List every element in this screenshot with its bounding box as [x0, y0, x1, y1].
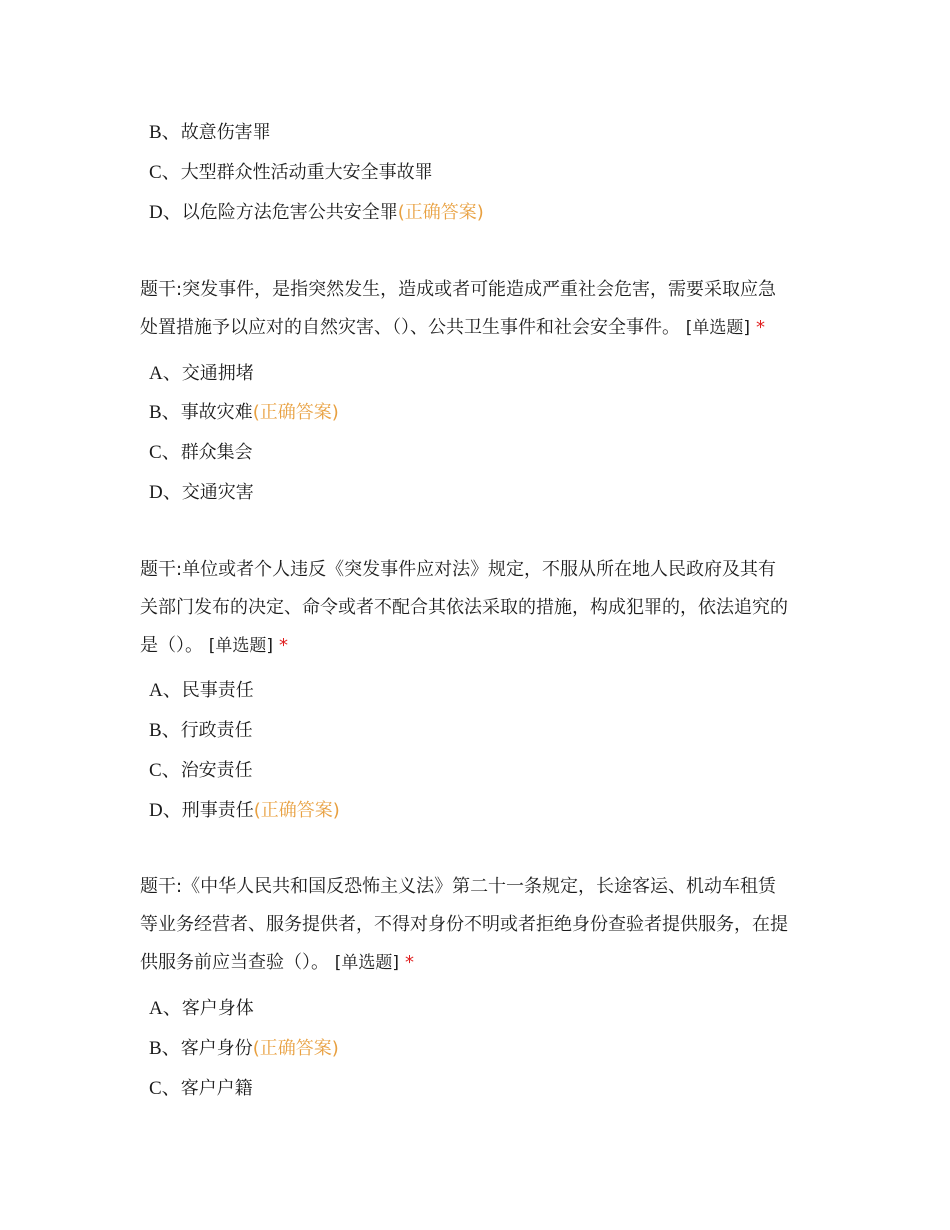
option-letter: A、	[149, 363, 182, 384]
option-letter: B、	[149, 122, 181, 143]
option-item	[149, 121, 271, 145]
required-mark: *	[756, 317, 765, 338]
option-item	[149, 401, 339, 425]
option-text: 以危险方法危害公共安全罪	[181, 202, 398, 223]
question-text: 关部门发布的决定、命令或者不配合其依法采取的措施，构成犯罪的，依法追究的	[140, 597, 788, 618]
question-line	[140, 913, 788, 937]
question-line	[140, 278, 776, 302]
option-text: 客户户籍	[180, 1078, 253, 1099]
option-letter: A、	[149, 680, 182, 701]
option-item	[149, 997, 254, 1021]
option-item	[149, 679, 254, 703]
question-text: 供服务前应当查验（）。	[140, 952, 329, 973]
question-text: 等业务经营者、服务提供者，不得对身份不明或者拒绝身份查验者提供服务，在提	[140, 914, 788, 935]
question-line	[140, 596, 788, 620]
option-item	[149, 1077, 253, 1101]
question-type-label: [单选题]	[208, 636, 273, 656]
option-text: 交通灾害	[181, 482, 254, 503]
option-text: 群众集会	[180, 442, 253, 463]
correct-answer-label: (正确答案)	[253, 800, 340, 821]
option-item	[149, 201, 484, 225]
option-item	[149, 719, 253, 743]
option-item	[149, 441, 253, 465]
question-line	[140, 558, 776, 582]
option-text: 客户身体	[181, 998, 254, 1019]
question-line	[140, 875, 776, 899]
option-item	[149, 1037, 339, 1061]
question-line	[140, 634, 288, 658]
option-letter: C、	[149, 442, 181, 463]
question-type-label: [单选题]	[334, 953, 399, 973]
option-letter: C、	[149, 162, 181, 183]
question-text: 处置措施予以应对的自然灾害、（）、公共卫生事件和社会安全事件。	[140, 317, 680, 338]
option-item	[149, 759, 253, 783]
option-letter: B、	[149, 720, 181, 741]
option-text: 刑事责任	[181, 800, 254, 821]
option-text: 治安责任	[180, 760, 253, 781]
option-letter: A、	[149, 998, 182, 1019]
option-item	[149, 161, 433, 185]
option-text: 事故灾难	[180, 402, 253, 423]
option-letter: D、	[149, 202, 182, 223]
option-letter: D、	[149, 482, 182, 503]
question-text: 题干:突发事件，是指突然发生，造成或者可能造成严重社会危害，需要采取应急	[140, 279, 777, 300]
option-item	[149, 362, 254, 386]
option-text: 大型群众性活动重大安全事故罪	[180, 162, 433, 183]
option-letter: B、	[149, 402, 181, 423]
option-text: 故意伤害罪	[180, 122, 271, 143]
correct-answer-label: (正确答案)	[252, 402, 339, 423]
required-mark: *	[405, 952, 414, 973]
question-line	[140, 316, 765, 340]
question-line	[140, 951, 414, 975]
option-letter: B、	[149, 1038, 181, 1059]
question-text: 题干:单位或者个人违反《突发事件应对法》规定，不服从所在地人民政府及其有	[140, 559, 777, 580]
question-text: 是（）。	[140, 635, 203, 656]
option-item	[149, 799, 340, 823]
question-text: 题干:《中华人民共和国反恐怖主义法》第二十一条规定，长途客运、机动车租赁	[140, 876, 777, 897]
option-letter: C、	[149, 1078, 181, 1099]
required-mark: *	[279, 635, 288, 656]
option-item	[149, 481, 254, 505]
correct-answer-label: (正确答案)	[252, 1038, 339, 1059]
option-text: 民事责任	[181, 680, 254, 701]
option-text: 客户身份	[180, 1038, 253, 1059]
option-text: 交通拥堵	[181, 363, 254, 384]
question-type-label: [单选题]	[685, 318, 750, 338]
option-letter: C、	[149, 760, 181, 781]
option-text: 行政责任	[180, 720, 253, 741]
option-letter: D、	[149, 800, 182, 821]
correct-answer-label: (正确答案)	[397, 202, 484, 223]
